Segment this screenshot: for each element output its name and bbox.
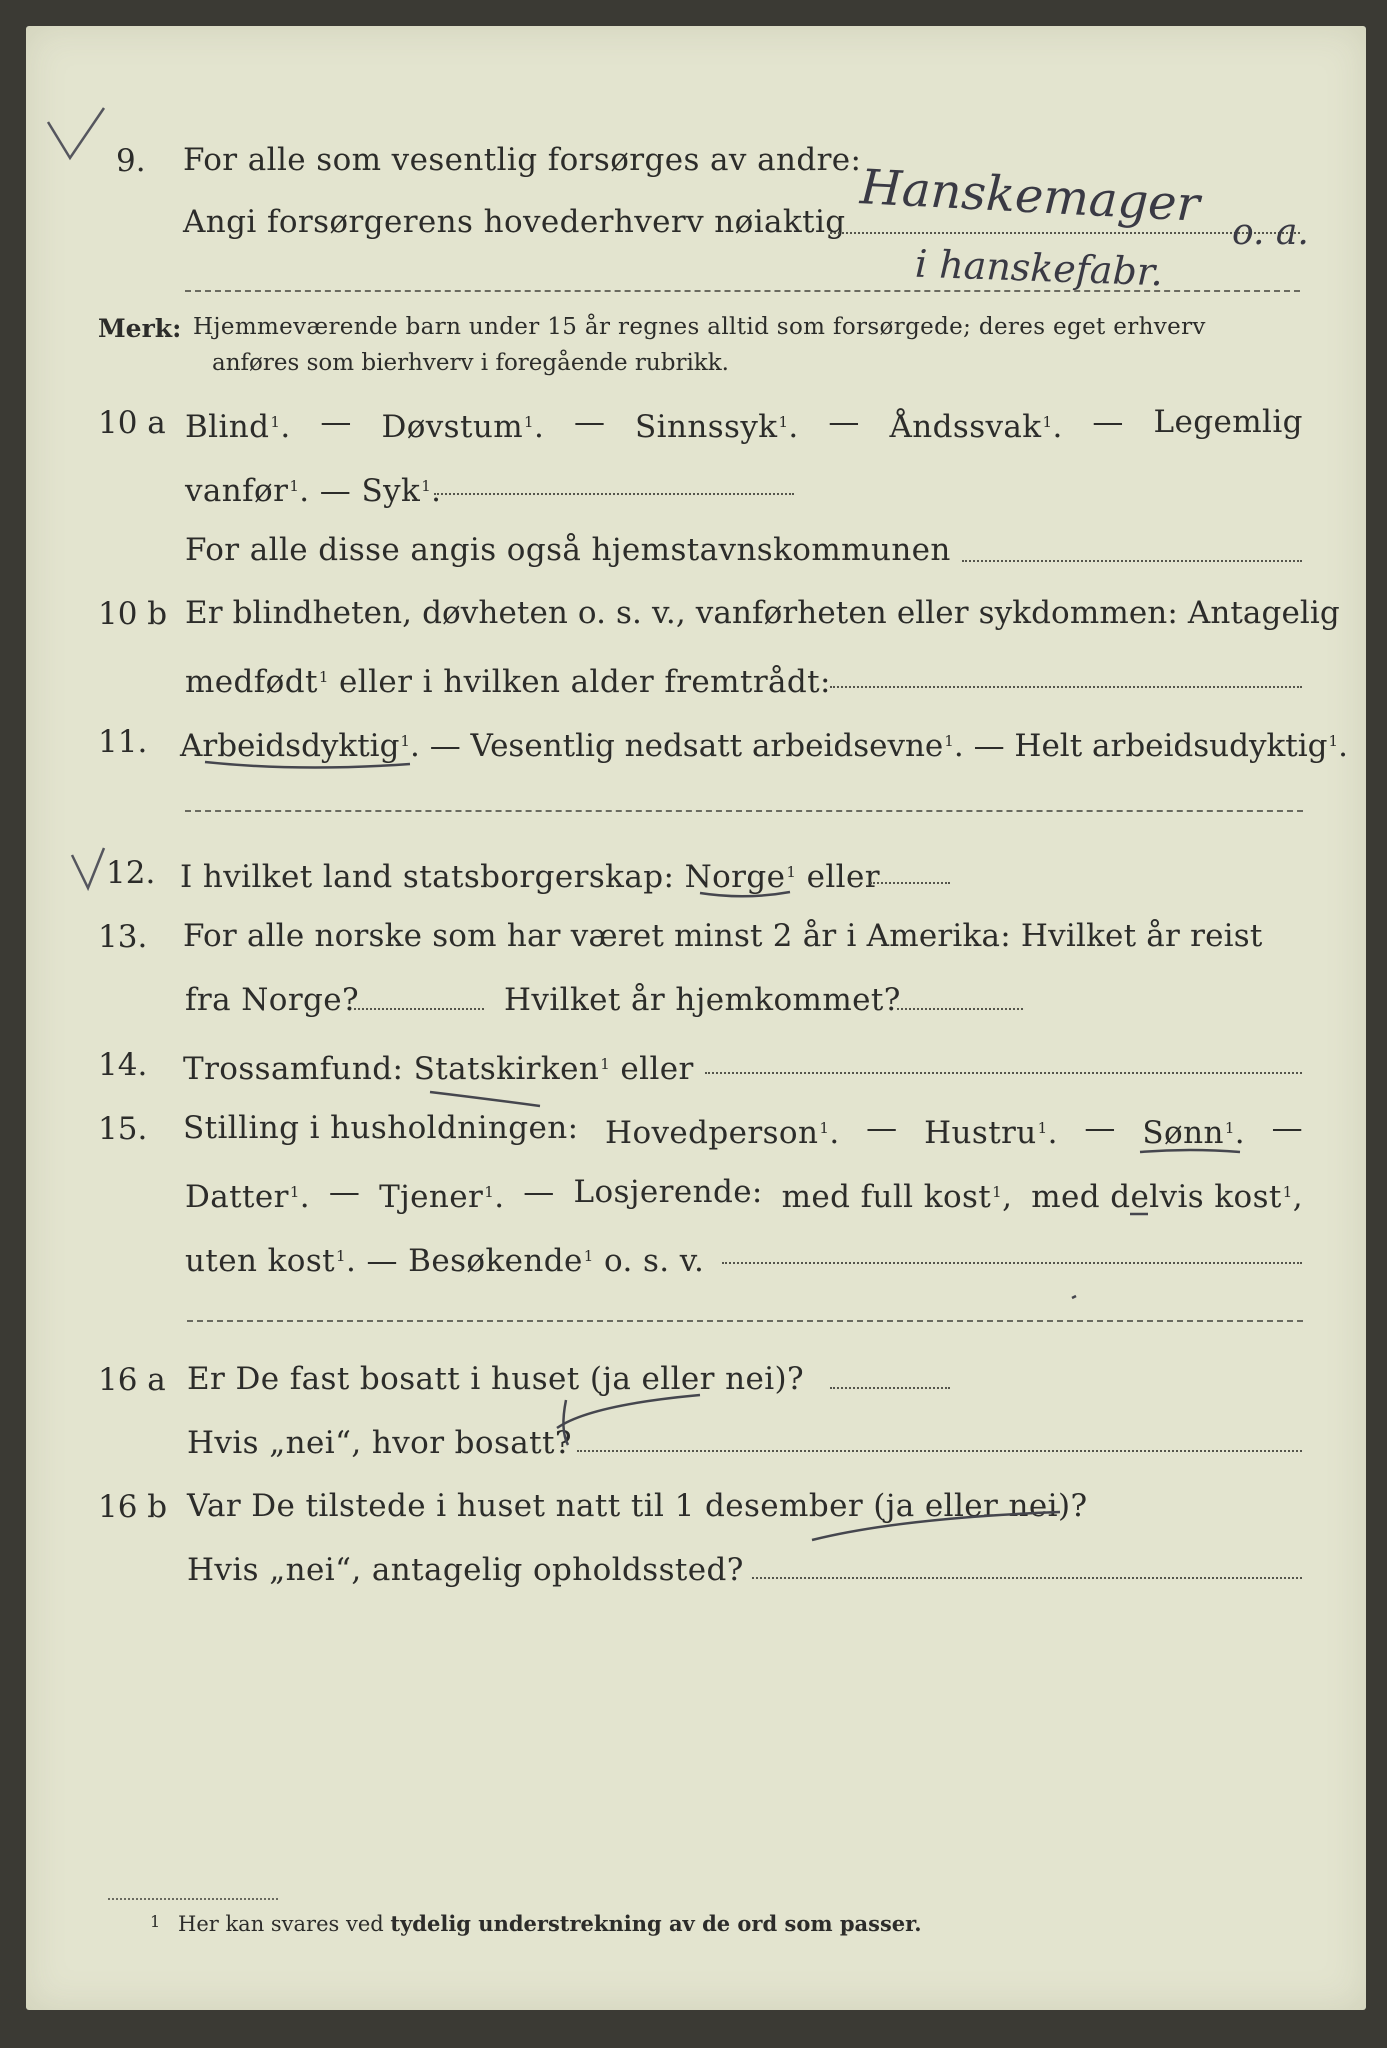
q16a-line2: Hvis „nei“, hvor bosatt? — [187, 1425, 572, 1461]
q10a-hjemstavn: For alle disse angis også hjemstavnskommunen — [185, 532, 951, 568]
q16a-line1: Er De fast bosatt i huset (ja eller nei)? — [187, 1361, 805, 1397]
q10b-line2: medfødt$^1$ eller i hvilken alder fremtrådt: — [185, 664, 831, 700]
q12-line: I hvilket land statsborgerskap: Norge$^1$ eller — [180, 859, 880, 895]
q11-answer-line — [185, 810, 1303, 812]
dash: — — [573, 404, 606, 440]
q15-line2: Datter$^1$. — Tjener$^1$. — Losjerende: med full kost$^1$, med delvis kost$^1$, — [185, 1174, 1303, 1215]
option-sinnssyk: Sinnssyk$^1$. — [635, 409, 799, 445]
q10a-syk-line — [434, 493, 794, 495]
merk-label: Merk: — [98, 314, 182, 343]
dash: — — [320, 404, 352, 440]
footnote-mark: 1 — [150, 1912, 161, 1931]
q15-line1: Stilling i husholdningen: Hovedperson$^1$. — Hustru$^1$. — Sønn$^1$. — — [183, 1110, 1303, 1151]
q13-line2b: Hvilket år hjemkommet? — [504, 982, 901, 1018]
q16a-line2-fill — [577, 1450, 1302, 1452]
q11-line: Arbeidsdyktig$^1$. — Vesentlig nedsatt arbeidsevne$^1$. — Helt arbeidsudyktig$^1$. — [180, 728, 1348, 764]
q16b-line2: Hvis „nei“, antagelig opholdssted? — [187, 1552, 744, 1588]
q15-line-fill — [722, 1262, 1302, 1264]
q16a-line1-fill — [830, 1387, 950, 1389]
q12-line-fill — [870, 882, 950, 884]
footnote-divider — [108, 1898, 278, 1900]
q10b-line — [830, 686, 1302, 688]
option-legemlig: Legemlig — [1153, 404, 1303, 440]
q15-answer-line — [187, 1320, 1303, 1322]
option-statskirken: Statskirken$^1$ — [413, 1051, 611, 1087]
q9-handwritten-occupation: Hanskemager — [858, 159, 1201, 233]
q10a-number: 10 a — [98, 405, 166, 441]
q14-line: Trossamfund: Statskirken$^1$ eller — [183, 1051, 694, 1087]
q14-line-fill — [705, 1072, 1302, 1074]
q14-number: 14. — [98, 1047, 148, 1083]
q10a-line2: vanfør$^1$. — Syk$^1$. — [185, 473, 442, 509]
q9-handwritten-suffix: o. a. — [1232, 212, 1309, 253]
q13-line2a: fra Norge? — [185, 982, 360, 1018]
q10a-hjemstavn-line — [962, 560, 1302, 562]
option-norge: Norge$^1$ — [684, 859, 797, 895]
dash: — — [828, 404, 860, 440]
option-helt: Helt arbeidsudyktig$^1$. — [1014, 728, 1348, 764]
q9-handwritten-workplace: i hanskefabr. — [914, 241, 1164, 295]
q9-answer-line-2 — [185, 290, 1300, 292]
q16a-number: 16 a — [98, 1362, 166, 1398]
q9-number: 9. — [116, 143, 146, 179]
merk-line1: Hjemmeværende barn under 15 år regnes alltid som forsørgede; deres eget erhverv — [193, 314, 1206, 340]
q13-number: 13. — [98, 919, 148, 955]
q10b-line1: Er blindheten, døvheten o. s. v., vanførheten eller sykdommen: Antagelig — [185, 595, 1340, 631]
option-arbeidsdyktig: Arbeidsdyktig$^1$. — [180, 728, 420, 764]
q13-line1: For alle norske som har været minst 2 år i Amerika: Hvilket år reist — [183, 918, 1263, 954]
option-andssvak: Åndssvak$^1$. — [889, 409, 1063, 445]
q10b-number: 10 b — [98, 596, 168, 632]
q16b-line1: Var De tilstede i huset natt til 1 desember (ja eller nei)? — [187, 1488, 1088, 1524]
q9-line2: Angi forsørgerens hovederhverv nøiaktig — [183, 204, 846, 240]
footnote-text: Her kan svares ved tydelig understrekning av de ord som passer. — [178, 1911, 922, 1936]
q13-hjemkommet-line — [897, 1008, 1023, 1010]
option-vesentlig: Vesentlig nedsatt arbeidsevne$^1$. — [470, 728, 964, 764]
option-sonn: Sønn$^1$. — [1142, 1115, 1246, 1151]
q13-reist-line — [354, 1008, 484, 1010]
q15-line3: uten kost$^1$. — Besøkende$^1$ o. s. v. — [185, 1243, 705, 1279]
q11-number: 11. — [98, 724, 148, 760]
q15-number: 15. — [98, 1111, 148, 1147]
option-dovstum: Døvstum$^1$. — [381, 409, 545, 445]
merk-line2: anføres som bierhverv i foregående rubrikk. — [212, 350, 729, 376]
dash: — — [1092, 404, 1124, 440]
q9-line1: For alle som vesentlig forsørges av andre: — [183, 142, 862, 178]
q10a-line1 — [185, 402, 1303, 447]
option-blind: Blind$^1$. — [185, 409, 291, 445]
q12-number: 12. — [106, 855, 156, 891]
q16b-line2-fill — [752, 1577, 1302, 1579]
q9-answer-line — [830, 232, 1300, 234]
q16b-number: 16 b — [98, 1489, 168, 1525]
